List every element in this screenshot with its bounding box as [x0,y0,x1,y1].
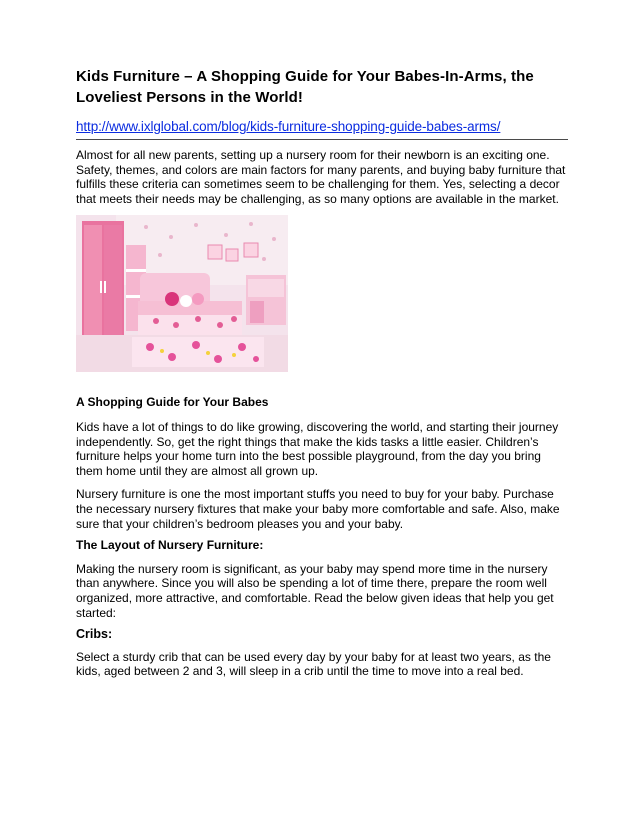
layout-paragraph: Making the nursery room is significant, as your baby may spend more time in the nursery than anywhere. Since you will also be spending a lot of time there, prepare the room well organized, more attractive, and comfortable. Read the below given ideas that help you get started: [76,561,554,620]
nursery-room-photo [76,215,288,372]
cribs-paragraph: Select a sturdy crib that can be used every day by your baby for at least two years, as the kids, aged between 2 and 3, will sleep in a crib until the time to move into a real bed. [76,649,551,679]
document-page [76,66,568,679]
section-heading-shopping-guide: A Shopping Guide for Your Babes [76,395,269,410]
guide-paragraph-1: Kids have a lot of things to do like growing, discovering the world, and starting their journey independently. So, get the right things that make the kids tasks a little easier. Children’s furniture helps your home turn into the best possible playground, from the day you bring them home until they are almost all grown up. [76,419,559,478]
article-title: Kids Furniture – A Shopping Guide for Your Babes-In-Arms, the Loveliest Persons in the World! [76,68,534,106]
section-heading-cribs: Cribs: [76,627,113,642]
title-divider [76,139,568,140]
section-heading-layout: The Layout of Nursery Furniture: [76,538,264,553]
guide-paragraph-2: Nursery furniture is one the most important stuffs you need to buy for your baby. Purchase the necessary nursery fixtures that make your baby more comfortable and safe. Also, make sure that your children’s bedroom pleases you and your baby. [76,487,560,531]
intro-paragraph: Almost for all new parents, setting up a nursery room for their newborn is an exciting one. Safety, themes, and colors are main factors for many parents, and buying baby furniture that fulfills these criteria can sometimes seem to be challenging for them. Yes, selecting a decor that meets their needs may be challenging, as so many options are available in the market. [76,148,566,206]
article-link[interactable]: http://www.ixlglobal.com/blog/kids-furniture-shopping-guide-babes-arms/ [76,119,501,134]
